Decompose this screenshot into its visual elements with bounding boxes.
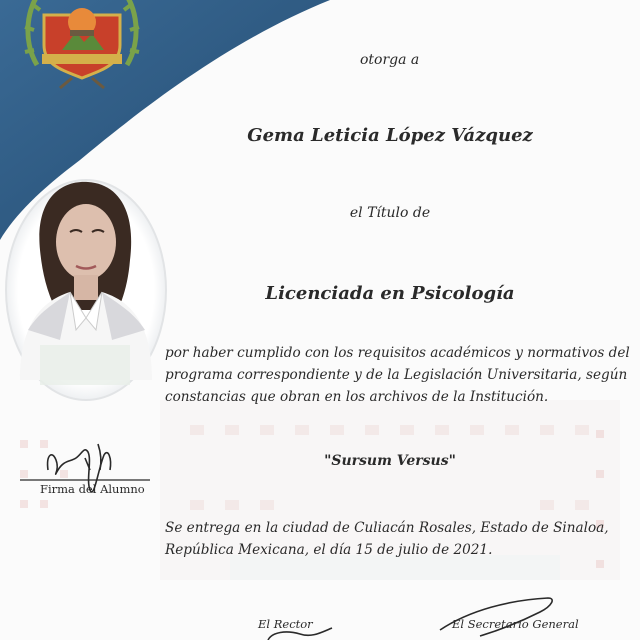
issuance-line: Se entrega en la ciudad de Culiacán Rosales, Estado de Sinaloa, xyxy=(165,520,609,536)
recipient-label: otorga a xyxy=(360,52,420,68)
statement-line: por haber cumplido con los requisitos académicos y normativos del xyxy=(165,345,630,361)
statement-line: constancias que obran en los archivos de la Institución. xyxy=(165,389,549,405)
graduate-photo xyxy=(6,180,166,400)
title-label: el Título de xyxy=(349,205,431,221)
issuance-paragraph xyxy=(165,517,625,561)
secretary-signature-label: El Secretario General xyxy=(452,617,579,631)
student-signature-label: Firma del Alumno xyxy=(40,482,145,496)
statement-paragraph xyxy=(165,342,630,408)
rector-signature-label: El Rector xyxy=(258,617,313,631)
issuance-line: República Mexicana, el día 15 de julio de 2021. xyxy=(165,542,493,558)
statement-line: programa correspondiente y de la Legislación Universitaria, según xyxy=(165,367,628,383)
university-motto: "Sursum Versus" xyxy=(324,453,456,469)
degree-name: Licenciada en Psicología xyxy=(265,283,515,304)
recipient-name: Gema Leticia López Vázquez xyxy=(247,125,533,146)
